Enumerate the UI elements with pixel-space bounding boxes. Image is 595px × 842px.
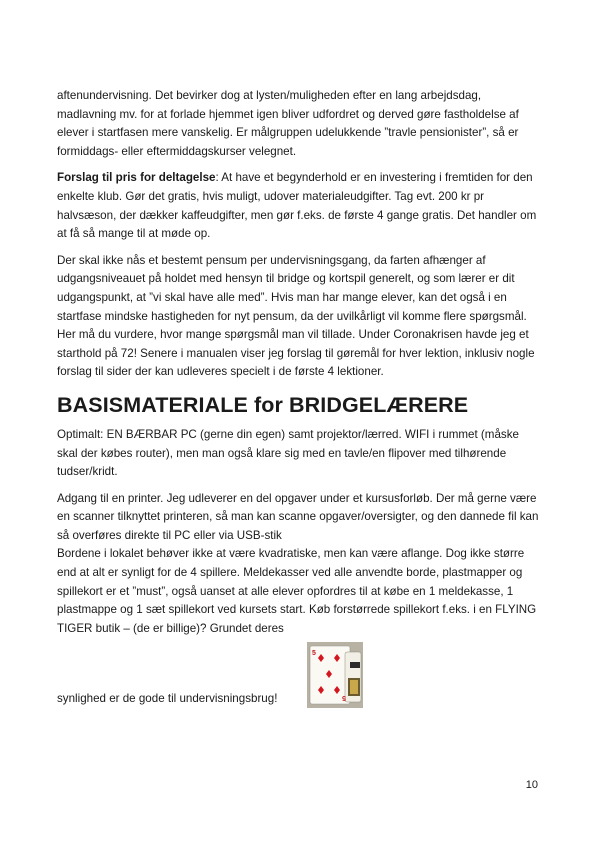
paragraph-printer: Adgang til en printer. Jeg udleverer en del opgaver under et kursusforløb. Der må gerne være en scanner tilknyttet printeren, så man kan scanne opgaver/oversigter, og den dannede fil kan så overføres direkte til PC eller via USB-stik <box>57 491 539 542</box>
paragraph-price-proposal <box>57 169 540 243</box>
page-number: 10 <box>525 779 538 791</box>
card-rank-bottom: 5 <box>342 694 347 702</box>
paragraph-tables: Bordene i lokalet behøver ikke at være kvadratiske, men kan være aflange. Dog ikke større end at alt er synligt for de 4 spillere. Meldekasser ved alle anvendte borde, plastmapper og spillekort er et ”must”, også uanset at alle elever opfordres til at købe en 1 meldekasse, 1 plastmappe og 1 sæt spillekort ved kursets start. Køb forstørrede spillekort f.eks. i en FLYING TIGER butik – (de er billige)? Grundet deres <box>57 547 537 635</box>
paragraph-equipment: Optimalt: EN BÆRBAR PC (gerne din egen) samt projektor/lærred. WIFI i rummet (måske skal der købes router), men man også klare sig med en tavle/en flipover med tilhørende tudser/kridt. <box>57 427 519 479</box>
card-line <box>57 640 540 708</box>
section-heading: BASISMATERIALE for BRIDGELÆRERE <box>57 392 469 417</box>
paragraph-evening-teaching: aftenundervisning. Det bevirker dog at lysten/muligheden efter en lang arbejdsdag, madlavning mv. for at forlade hjemmet igen bliver udfordret og derved gøre fastholdelse af elever i startfasen mere vanskelig. Er målgruppen udelukkende ”travle pensionister”, så er formiddags- eller eftermiddagskurser velegnet. <box>57 89 519 158</box>
price-text: : At have et begynderhold er en investering i fremtiden for den enkelte klub. Gør det gratis, hvis muligt, udover materialeudgifter. Tag evt. 200 kr pr halvsæson, der dækker kaffeudgifter, men gør f.eks. de første 4 gange gratis. Det handler om at få så mange til at møde op. <box>57 171 537 241</box>
card-rank-top: 5 <box>312 650 317 658</box>
price-label: Forslag til pris for deltagelse <box>57 171 216 185</box>
paragraph-visibility: synlighed er de gode til undervisningsbrug! <box>57 691 278 705</box>
document-body <box>57 87 540 708</box>
playing-cards-image <box>307 642 363 708</box>
paragraph-curriculum: Der skal ikke nås et bestemt pensum per undervisningsgang, da farten afhænger af udgangsniveauet på holdet med hensyn til bridge og kortspil generelt, og som lærer er dit udgangspunkt, at ”vi skal have alle med”. Hvis man har mange elever, kan det også i en startfase mindske hastigheden for nyt pensum, da der uvilkårligt vil komme flere spørgsmål. Her må du vurdere, hvor mange spørgsmål man vil tillade. Under Coronakrisen havde jeg et starthold på 72! Senere i manualen viser jeg forslag til gøremål for hver lektion, inklusiv nogle forslag til sider der kan udleveres specielt i de første 4 lektioner. <box>57 253 535 379</box>
